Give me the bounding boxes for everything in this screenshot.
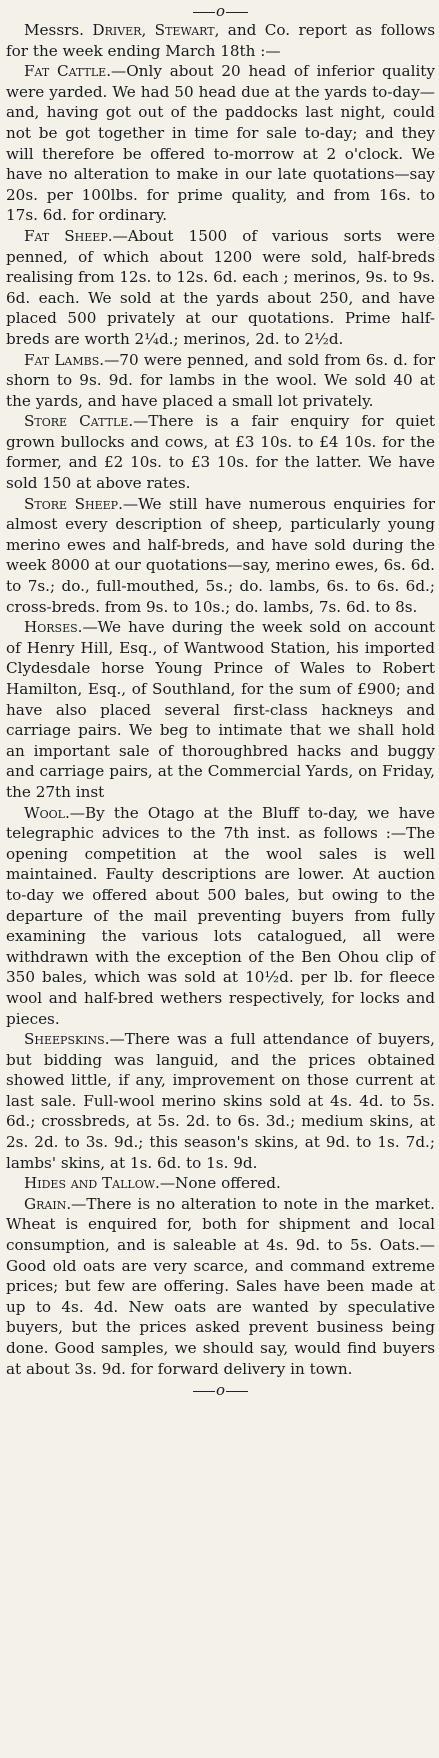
top-divider <box>6 2 435 20</box>
top-divider-ornament: o <box>215 2 226 20</box>
section-horses <box>6 617 435 802</box>
section-wool <box>6 803 435 1030</box>
intro-messrs: Messrs. <box>24 21 85 39</box>
section-heading: Fat Cattle. <box>24 62 112 81</box>
section-sheepskins <box>6 1029 435 1173</box>
section-heading: Sheepskins. <box>24 1030 110 1049</box>
section-fat-lambs <box>6 350 435 412</box>
section-heading: Fat Sheep. <box>24 226 113 245</box>
section-store-sheep <box>6 494 435 618</box>
section-body: —About 1500 of various sorts were penned, of which about 1200 were sold, half-breds realising from 12s. to 12s. 6d. each ; merinos, 9s. to 9s. 6d. each. We sold at the yards about 250, and have placed 500 privately at our quotations. Prime half-breds are worth 2¼d.; merinos, 2d. to 2½d. <box>6 226 435 348</box>
section-heading: Store Cattle. <box>24 412 134 431</box>
bottom-divider <box>6 1381 435 1399</box>
section-body: —70 were penned, and sold from 6s. d. for shorn to 9s. 9d. for lambs in the wool. We sold 40 at the yards, and have placed a small lot privately. <box>6 350 435 410</box>
section-body: —Only about 20 head of inferior quality were yarded. We had 50 head due at the yards to-day—and, having got out of the paddocks last night, could not be got together in time for sale to-day; and they will therefore be offered to-morrow at 2 o'clock. We have no alteration to make in our late quotations—say 20s. per 100lbs. for prime quality, and from 16s. to 17s. 6d. for ordinary. <box>6 62 435 225</box>
section-heading: Horses. <box>24 618 83 637</box>
section-fat-sheep <box>6 226 435 350</box>
section-body: —There is no alteration to note in the market. Wheat is enquired for, both for shipment and local consumption, and is saleable at 4s. 9d. to 5s. Oats.—Good old oats are very scarce, and command extreme prices; but few are offering. Sales have been made at up to 4s. 4d. New oats are wanted by speculative buyers, but the prices asked prevent business being done. Good samples, we should say, would find buyers at about 3s. 9d. for forward delivery in town. <box>6 1194 435 1378</box>
section-heading: Fat Lambs. <box>24 350 105 369</box>
section-heading: Grain. <box>24 1194 72 1213</box>
section-body: —There was a full attendance of buyers, but bidding was languid, and the prices obtained showed little, if any, improvement on those current at last sale. Full-wool merino skins sold at 4s. 4d. to 5s. 6d.; crossbreds, at 5s. 2d. to 6s. 3d.; medium skins, at 2s. 2d. to 3s. 9d.; this season's skins, at 9d. to 1s. 7d.; lambs' skins, at 1s. 6d. to 1s. 9d. <box>6 1030 435 1172</box>
section-heading: Store Sheep. <box>24 494 123 513</box>
section-body: —There is a fair enquiry for quiet grown bullocks and cows, at £3 10s. to £4 10s. for the former, and £2 10s. to £3 10s. for the latter. We have sold 150 at above rates. <box>6 412 435 493</box>
bottom-divider-ornament: o <box>215 1381 226 1400</box>
section-body: —We still have numerous enquiries for almost every description of sheep, particularly young merino ewes and half-breds, and have sold during the week 8000 at our quotations—say, merino ewes, 6s. 6d. to 7s.; do., full-mouthed, 5s.; do. lambs, 6s. to 6s. 6d.; cross-breds. from 9s. to 10s.; do. lambs, 7s. 6d. to 8s. <box>6 494 436 616</box>
section-body: —None offered. <box>159 1174 281 1193</box>
section-body: —By the Otago at the Bluff to-day, we have telegraphic advices to the 7th inst. as follows :—The opening competition at the wool sales is well maintained. Faulty descriptions are lower. At auction to-day we offered about 500 bales, but owing to the departure of the mail preventing buyers from fully examining the various lots catalogued, all were withdrawn with the exception of the Ben Ohou clip of 350 bales, which was sold at 10½d. per lb. for fleece wool and half-bred wethers respectively, for locks and pieces. <box>6 803 435 1028</box>
section-heading: Hides and Tallow. <box>24 1174 160 1193</box>
section-hides-and-tallow <box>6 1173 435 1194</box>
section-heading: Wool. <box>24 803 70 822</box>
section-fat-cattle <box>6 61 435 226</box>
section-body: —We have during the week sold on account of Henry Hill, Esq., of Wantwood Station, his imported Clydesdale horse Young Prince of Wales to Robert Hamilton, Esq., of Southland, for the sum of £900; and have also placed several first-class hackneys and carriage pairs. We beg to intimate that we shall hold an important sale of thoroughbred hacks and buggy and carriage pairs, at the Commercial Yards, on Friday, the 27th inst <box>6 618 435 801</box>
intro-firm-name: Driver, Stewart, <box>92 21 220 39</box>
intro-text: and Co. report as follows for the week ending March 18th :— <box>6 21 435 60</box>
section-store-cattle <box>6 411 435 493</box>
intro-paragraph <box>6 20 435 61</box>
section-grain <box>6 1194 435 1379</box>
